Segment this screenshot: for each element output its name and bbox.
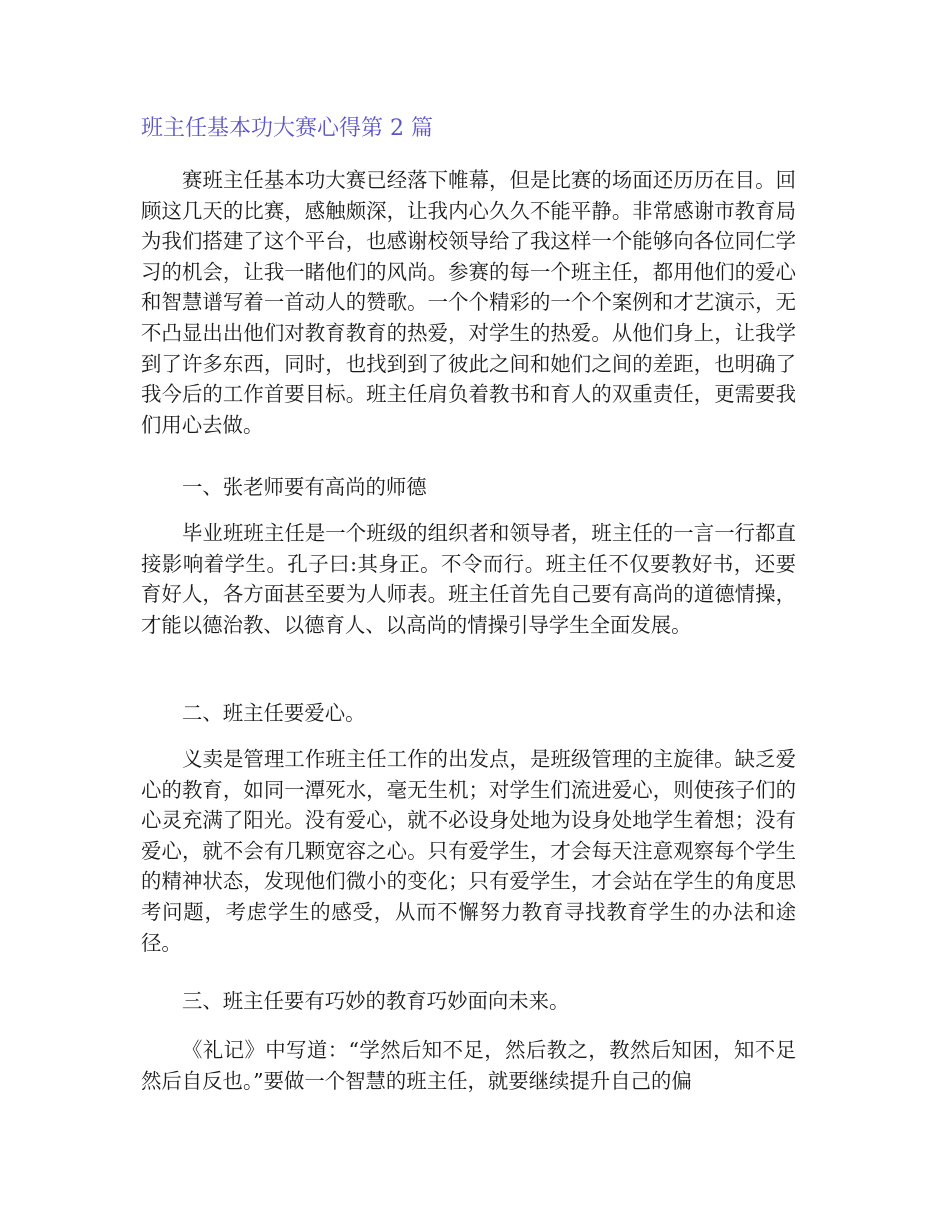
paragraph-section-1: 毕业班班主任是一个班级的组织者和领导者，班主任的一言一行都直接影响着学生。孔子曰:其身正。不令而行。班主任不仅要教好书，还要育好人，各方面甚至要为人师表。班主任首先自己要有高尚的道德情操，才能以德治教、以德育人、以高尚的情操引导学生全面发展。 <box>141 521 796 637</box>
paragraph-section-3: 《礼记》中写道：“学然后知不足，然后教之，教然后知困，知不足然后自反也。”要做一个智慧的班主任，就要继续提升自己的偏 <box>141 1038 796 1093</box>
document-title: 班主任基本功大赛心得第 2 篇 <box>141 116 433 141</box>
section-heading-3: 三、班主任要有巧妙的教育巧妙面向未来。 <box>182 989 570 1013</box>
section-heading-1: 一、张老师要有高尚的师德 <box>182 475 427 499</box>
paragraph-section-2: 义卖是管理工作班主任工作的出发点，是班级管理的主旋律。缺乏爱心的教育，如同一潭死水，毫无生机；对学生们流进爱心，则使孩子们的心灵充满了阳光。没有爱心，就不必设身处地为设身处地学生着想；没有爱心，就不会有几颗宽容之心。只有爱学生，才会每天注意观察每个学生的精神状态，发现他们微小的变化；只有爱学生，才会站在学生的角度思考问题，考虑学生的感受，从而不懈努力教育寻找教育学生的办法和途径。 <box>141 747 796 955</box>
section-heading-2: 二、班主任要爱心。 <box>182 701 366 725</box>
paragraph-intro: 赛班主任基本功大赛已经落下帷幕，但是比赛的场面还历历在目。回顾这几天的比赛，感触颇深，让我内心久久不能平静。非常感谢市教育局为我们搭建了这个平台，也感谢校领导给了我这样一个能够向各位同仁学习的机会，让我一睹他们的风尚。参赛的每一个班主任，都用他们的爱心和智慧谱写着一首动人的赞歌。一个个精彩的一个个案例和才艺演示，无不凸显出出他们对教育教育的热爱，对学生的热爱。从他们身上，让我学到了许多东西，同时，也找到到了彼此之间和她们之间的差距，也明确了我今后的工作首要目标。班主任肩负着教书和育人的双重责任，更需要我们用心去做。 <box>141 168 796 437</box>
